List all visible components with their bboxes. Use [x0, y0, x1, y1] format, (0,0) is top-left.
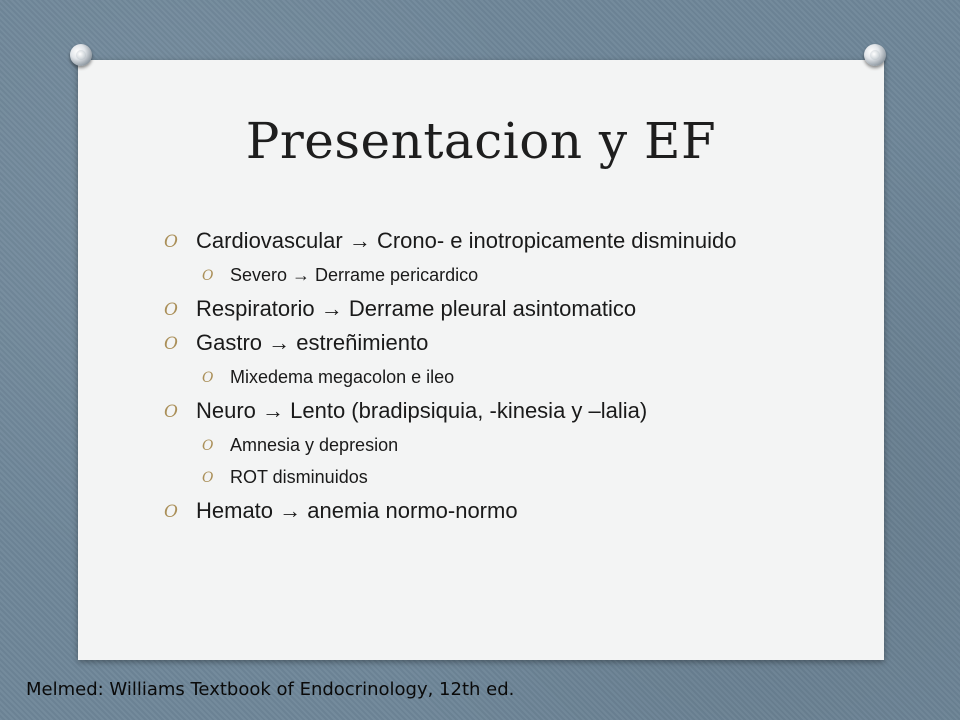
bullet-marker-icon: O	[164, 502, 178, 522]
bullet-text: Cardiovascular → Crono- e inotropicamente disminuido	[196, 228, 737, 253]
bullet-gastro	[160, 330, 800, 356]
bullet-text: Hemato → anemia normo-normo	[196, 498, 518, 523]
subbullet-severo	[160, 264, 800, 286]
bullet-text: ROT disminuidos	[230, 467, 368, 487]
bullet-text: Severo → Derrame pericardico	[230, 265, 479, 285]
slide-title: Presentacion y EF	[245, 112, 717, 170]
bullet-cardiovascular	[160, 228, 800, 254]
bullet-marker-icon: O	[202, 268, 214, 284]
bullet-respiratorio	[160, 296, 800, 322]
bullet-marker-icon: O	[202, 370, 214, 386]
thumbtack-left-icon	[70, 44, 92, 66]
bullet-hemato	[160, 498, 800, 524]
bullet-marker-icon: O	[164, 300, 178, 320]
bullet-text: Gastro → estreñimiento	[196, 330, 429, 355]
bullet-marker-icon: O	[202, 470, 214, 486]
subbullet-amnesia	[160, 434, 800, 456]
thumbtack-right-icon	[864, 44, 886, 66]
bullet-marker-icon: O	[164, 334, 178, 354]
bullet-marker-icon: O	[164, 232, 178, 252]
bullet-marker-icon: O	[164, 402, 178, 422]
bullet-text: Respiratorio → Derrame pleural asintomatico	[196, 296, 637, 321]
bullet-marker-icon: O	[202, 438, 214, 454]
bullet-text: Neuro → Lento (bradipsiquia, -kinesia y –lalia)	[196, 398, 648, 423]
bullet-list	[160, 228, 800, 534]
subbullet-mixedema	[160, 366, 800, 388]
bullet-neuro	[160, 398, 800, 424]
citation-text: Melmed: Williams Textbook of Endocrinology, 12th ed.	[26, 679, 515, 700]
bullet-text: Amnesia y depresion	[230, 435, 399, 455]
subbullet-rot	[160, 466, 800, 488]
bullet-text: Mixedema megacolon e ileo	[230, 367, 455, 387]
